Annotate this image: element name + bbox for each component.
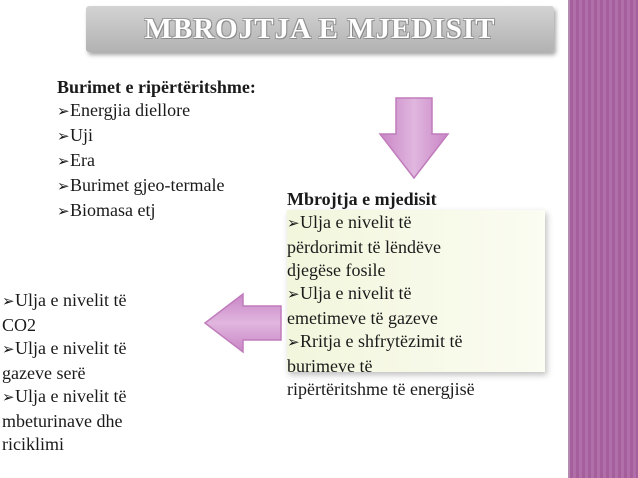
- list-item-continued: djegëse fosile: [287, 260, 386, 280]
- list-item-continued: mbeturinave dhe: [2, 411, 123, 431]
- renewables-heading: Burimet e ripërtëritshme:: [57, 77, 256, 97]
- arrow-bullet-icon: ➢: [2, 390, 15, 406]
- list-item-continued: gazeve serë: [2, 363, 86, 383]
- list-item: ➢Biomasa etj: [57, 199, 256, 224]
- arrow-bullet-icon: ➢: [287, 287, 300, 303]
- arrow-bullet-icon: ➢: [57, 129, 70, 145]
- arrow-bullet-icon: ➢: [287, 335, 300, 351]
- list-item: ➢Ulja e nivelit të: [2, 337, 126, 362]
- list-item-continued: CO2: [2, 315, 37, 335]
- arrow-left-icon: [203, 292, 283, 354]
- list-item: ➢Rritja e shfrytëzimit të: [287, 330, 475, 355]
- arrow-down-icon: [378, 96, 450, 180]
- arrow-bullet-icon: ➢: [57, 154, 70, 170]
- list-item: ➢Ulja e nivelit të: [287, 282, 475, 307]
- slide-title: MBROJTJA E MJEDISIT: [144, 12, 496, 45]
- arrow-bullet-icon: ➢: [2, 342, 15, 358]
- list-item: ➢Era: [57, 149, 256, 174]
- list-item: ➢Ulja e nivelit të: [287, 211, 475, 236]
- list-item: ➢Ulja e nivelit të: [2, 385, 126, 410]
- list-item-continued: emetimeve të gazeve: [287, 308, 438, 328]
- list-item: ➢Uji: [57, 124, 256, 149]
- list-item: ➢Ulja e nivelit të: [2, 289, 126, 314]
- title-banner: [86, 6, 554, 52]
- list-item: ➢Energjia diellore: [57, 99, 256, 124]
- protection-block: [287, 188, 475, 401]
- arrow-bullet-icon: ➢: [57, 104, 70, 120]
- list-item-continued: ripërtëritshme të energjisë: [287, 379, 475, 399]
- arrow-bullet-icon: ➢: [57, 204, 70, 220]
- list-item-continued: përdorimit të lëndëve: [287, 237, 441, 257]
- renewables-block: [57, 76, 256, 224]
- list-item-continued: riciklimi: [2, 434, 64, 454]
- arrow-bullet-icon: ➢: [2, 294, 15, 310]
- list-item: ➢Burimet gjeo-termale: [57, 174, 256, 199]
- list-item-continued: burimeve të: [287, 356, 373, 376]
- protection-content: [287, 188, 475, 401]
- arrow-bullet-icon: ➢: [287, 216, 300, 232]
- side-stripe-decoration: [570, 0, 638, 478]
- arrow-bullet-icon: ➢: [57, 179, 70, 195]
- protection-heading: Mbrojtja e mjedisit: [287, 189, 437, 209]
- reduction-block: [2, 289, 126, 456]
